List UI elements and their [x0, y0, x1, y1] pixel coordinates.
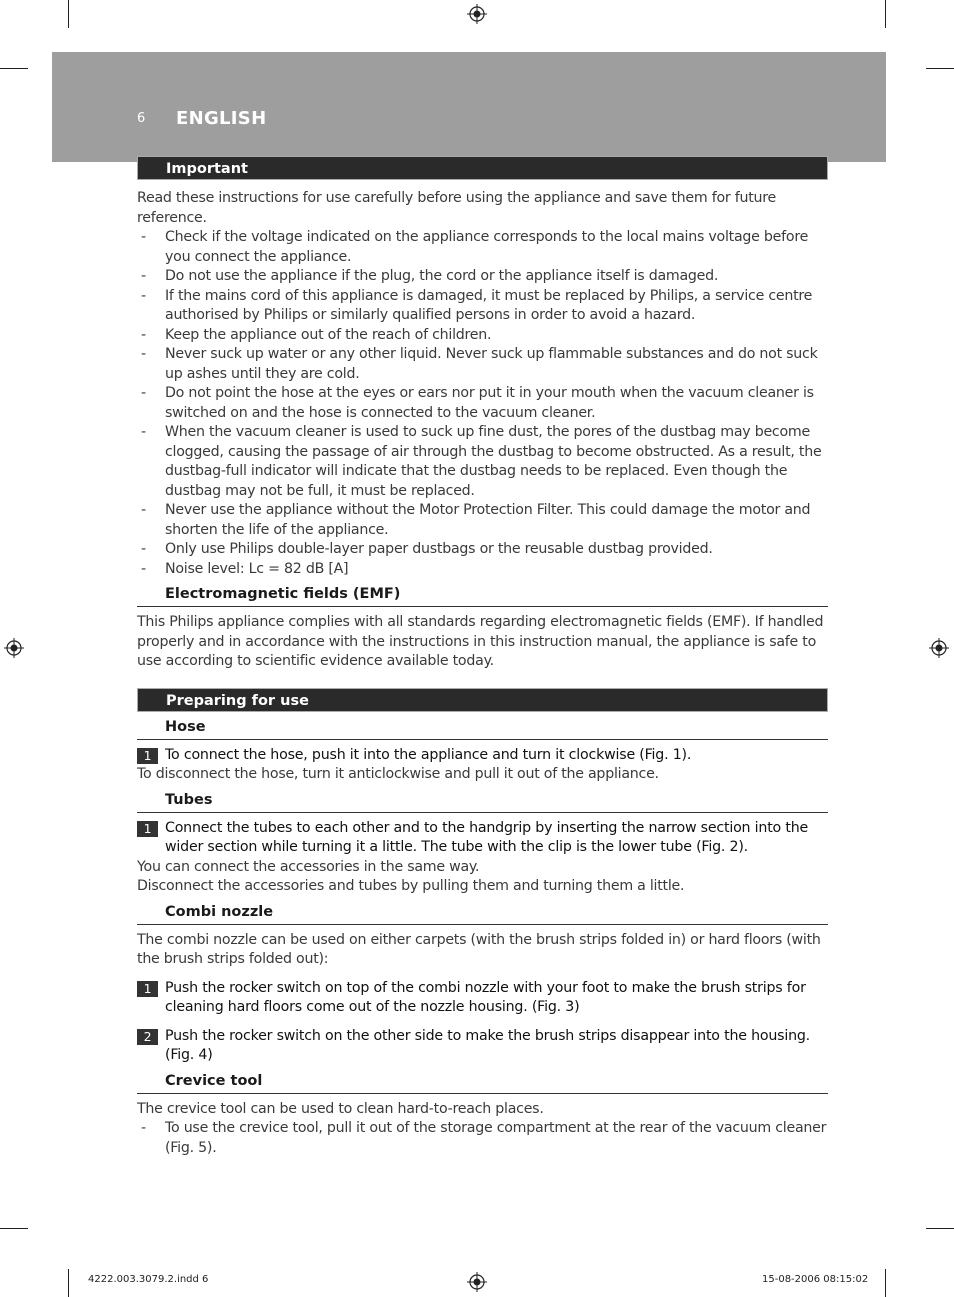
step-text: To connect the hose, push it into the appliance and turn it clockwise (Fig. 1). — [165, 746, 692, 763]
step-number: 1 — [137, 821, 158, 837]
crop-mark — [68, 0, 69, 28]
step-text: Connect the tubes to each other and to the handgrip by inserting the narrow section into the wider section while turning it a little. The tube with the clip is the lower tube (Fig. 2). — [165, 819, 809, 855]
language-title: ENGLISH — [176, 108, 267, 129]
footer-timestamp: 15-08-2006 08:15:02 — [762, 1274, 869, 1285]
crop-mark — [68, 1269, 69, 1297]
list-item: - To use the crevice tool, pull it out of the storage compartment at the rear of the vacuum cleaner (Fig. 5). — [137, 1119, 828, 1158]
page-number: 6 — [137, 111, 146, 126]
combi-step-2 — [137, 1027, 828, 1066]
crop-mark — [0, 68, 28, 69]
tubes-step-1 — [137, 819, 828, 858]
registration-mark-icon — [929, 638, 949, 658]
step-number: 1 — [137, 748, 158, 764]
important-intro: Read these instructions for use carefully before using the appliance and save them for future reference. — [137, 190, 777, 226]
list-item: - Noise level: Lc = 82 dB [A] — [137, 560, 828, 580]
list-item: - If the mains cord of this appliance is damaged, it must be replaced by Philips, a service centre authorised by Philips or similarly qualified persons in order to avoid a hazard. — [137, 287, 828, 326]
subheading-hose: Hose — [137, 714, 828, 740]
registration-mark-icon — [4, 638, 24, 658]
hose-step-1 — [137, 746, 828, 766]
list-item: - Do not point the hose at the eyes or ears nor put it in your mouth when the vacuum cleaner is switched on and the hose is connected to the vacuum cleaner. — [137, 384, 828, 423]
crop-mark — [926, 68, 954, 69]
step-text: Push the rocker switch on the other side to make the brush strips disappear into the housing. (Fig. 4) — [165, 1027, 810, 1063]
registration-mark-icon — [467, 1272, 487, 1292]
step-number: 1 — [137, 981, 158, 997]
combi-intro: The combi nozzle can be used on either carpets (with the brush strips folded in) or hard floors (with the brush strips folded out): — [137, 931, 821, 967]
important-list — [137, 228, 828, 579]
tubes-note-2: Disconnect the accessories and tubes by pulling them and turning them a little. — [137, 878, 685, 894]
crevice-list — [137, 1119, 828, 1158]
emf-text: This Philips appliance complies with all standards regarding electromagnetic fields (EMF). If handled properly and in accordance with the instructions in this instruction manual, the appliance is safe to use according to scientific evidence available today. — [137, 614, 824, 669]
list-item: - Never use the appliance without the Motor Protection Filter. This could damage the motor and shorten the life of the appliance. — [137, 501, 828, 540]
list-item: - Only use Philips double-layer paper dustbags or the reusable dustbag provided. — [137, 540, 828, 560]
combi-step-1 — [137, 979, 828, 1018]
crop-mark — [926, 1228, 954, 1229]
list-item: - Keep the appliance out of the reach of children. — [137, 326, 828, 346]
subheading-combi-nozzle: Combi nozzle — [137, 899, 828, 925]
section-heading-preparing: Preparing for use — [137, 688, 828, 712]
step-number: 2 — [137, 1029, 158, 1045]
crevice-intro: The crevice tool can be used to clean hard-to-reach places. — [137, 1100, 544, 1117]
section-heading-important: Important — [137, 156, 828, 180]
step-text: Push the rocker switch on top of the combi nozzle with your foot to make the brush strips for cleaning hard floors come out of the nozzle housing. (Fig. 3) — [165, 979, 806, 1015]
list-item: - Never suck up water or any other liquid. Never suck up flammable substances and do not suck up ashes until they are cold. — [137, 345, 828, 384]
tubes-note-1: You can connect the accessories in the same way. — [137, 858, 480, 875]
subheading-crevice-tool: Crevice tool — [137, 1068, 828, 1094]
hose-note: To disconnect the hose, turn it anticlockwise and pull it out of the appliance. — [137, 766, 659, 782]
registration-mark-icon — [467, 4, 487, 24]
list-item: - Check if the voltage indicated on the appliance corresponds to the local mains voltage before you connect the appliance. — [137, 228, 828, 267]
footer-file-info: 4222.003.3079.2.indd 6 — [88, 1274, 209, 1285]
document-body — [137, 156, 828, 1158]
crop-mark — [0, 1228, 28, 1229]
list-item: - Do not use the appliance if the plug, the cord or the appliance itself is damaged. — [137, 267, 828, 287]
header-band — [52, 52, 886, 162]
list-item: - When the vacuum cleaner is used to suck up fine dust, the pores of the dustbag may become clogged, causing the passage of air through the dustbag to become obstructed. As a result, the dustbag-full indicator will indicate that the dustbag needs to be replaced. Even though the dustbag may not be full, it must be replaced. — [137, 423, 828, 501]
crop-mark — [885, 0, 886, 28]
subheading-tubes: Tubes — [137, 787, 828, 813]
crop-mark — [885, 1269, 886, 1297]
subheading-emf: Electromagnetic fields (EMF) — [137, 581, 828, 607]
